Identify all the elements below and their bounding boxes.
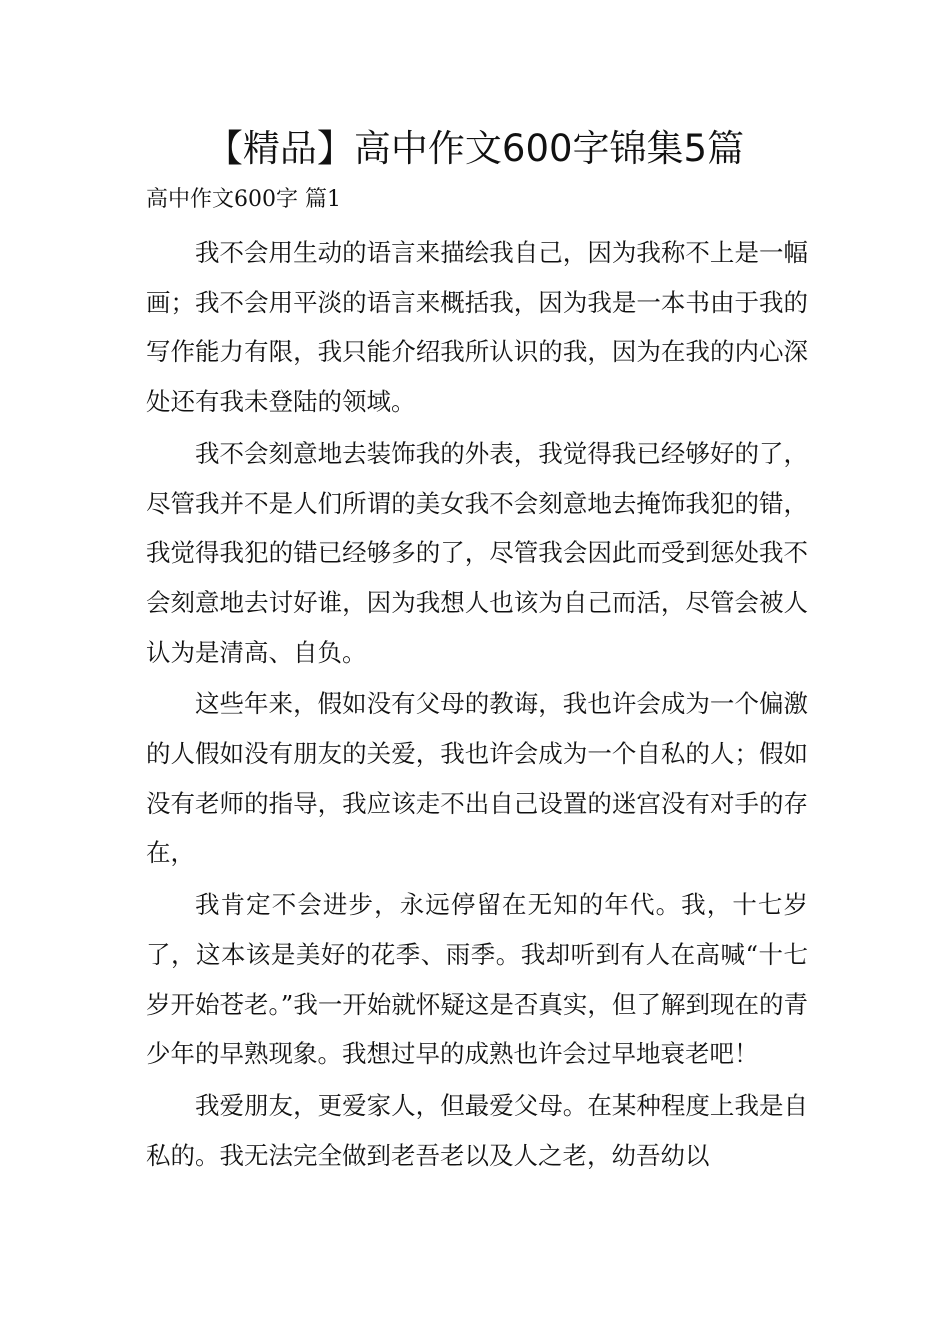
section-heading: 高中作文600字 篇1 — [146, 187, 341, 212]
paragraph: 我不会刻意地去装饰我的外表，我觉得我已经够好的了，尽管我并不是人们所谓的美女我不会刻意地去掩饰我犯的错，我觉得我犯的错已经够多的了，尽管我会因此而受到惩处我不会刻意地去讨好谁，因为我想人也该为自己而活，尽管会被人认为是清高、自负。 — [146, 438, 808, 667]
paragraph: 我肯定不会进步，永远停留在无知的年代。我，十七岁了，这本该是美好的花季、雨季。我却听到有人在高喊“十七岁开始苍老。”我一开始就怀疑这是否真实，但了解到现在的青少年的早熟现象。我想过早的成熟也许会过早地衰老吧！ — [146, 890, 808, 1069]
paragraph: 我不会用生动的语言来描绘我自己，因为我称不上是一幅画；我不会用平淡的语言来概括我，因为我是一本书由于我的写作能力有限，我只能介绍我所认识的我，因为在我的内心深处还有我未登陆的领域。 — [146, 238, 808, 417]
body-text — [146, 228, 808, 1182]
paragraph: 我爱朋友，更爱家人，但最爱父母。在某种程度上我是自私的。我无法完全做到老吾老以及人之老，幼吾幼以 — [146, 1090, 808, 1170]
document-title: 【精品】高中作文600字锦集5篇 — [205, 127, 745, 170]
paragraph: 这些年来，假如没有父母的教诲，我也许会成为一个偏激的人假如没有朋友的关爱，我也许会成为一个自私的人；假如没有老师的指导，我应该走不出自己设置的迷宫没有对手的存在， — [146, 689, 808, 868]
